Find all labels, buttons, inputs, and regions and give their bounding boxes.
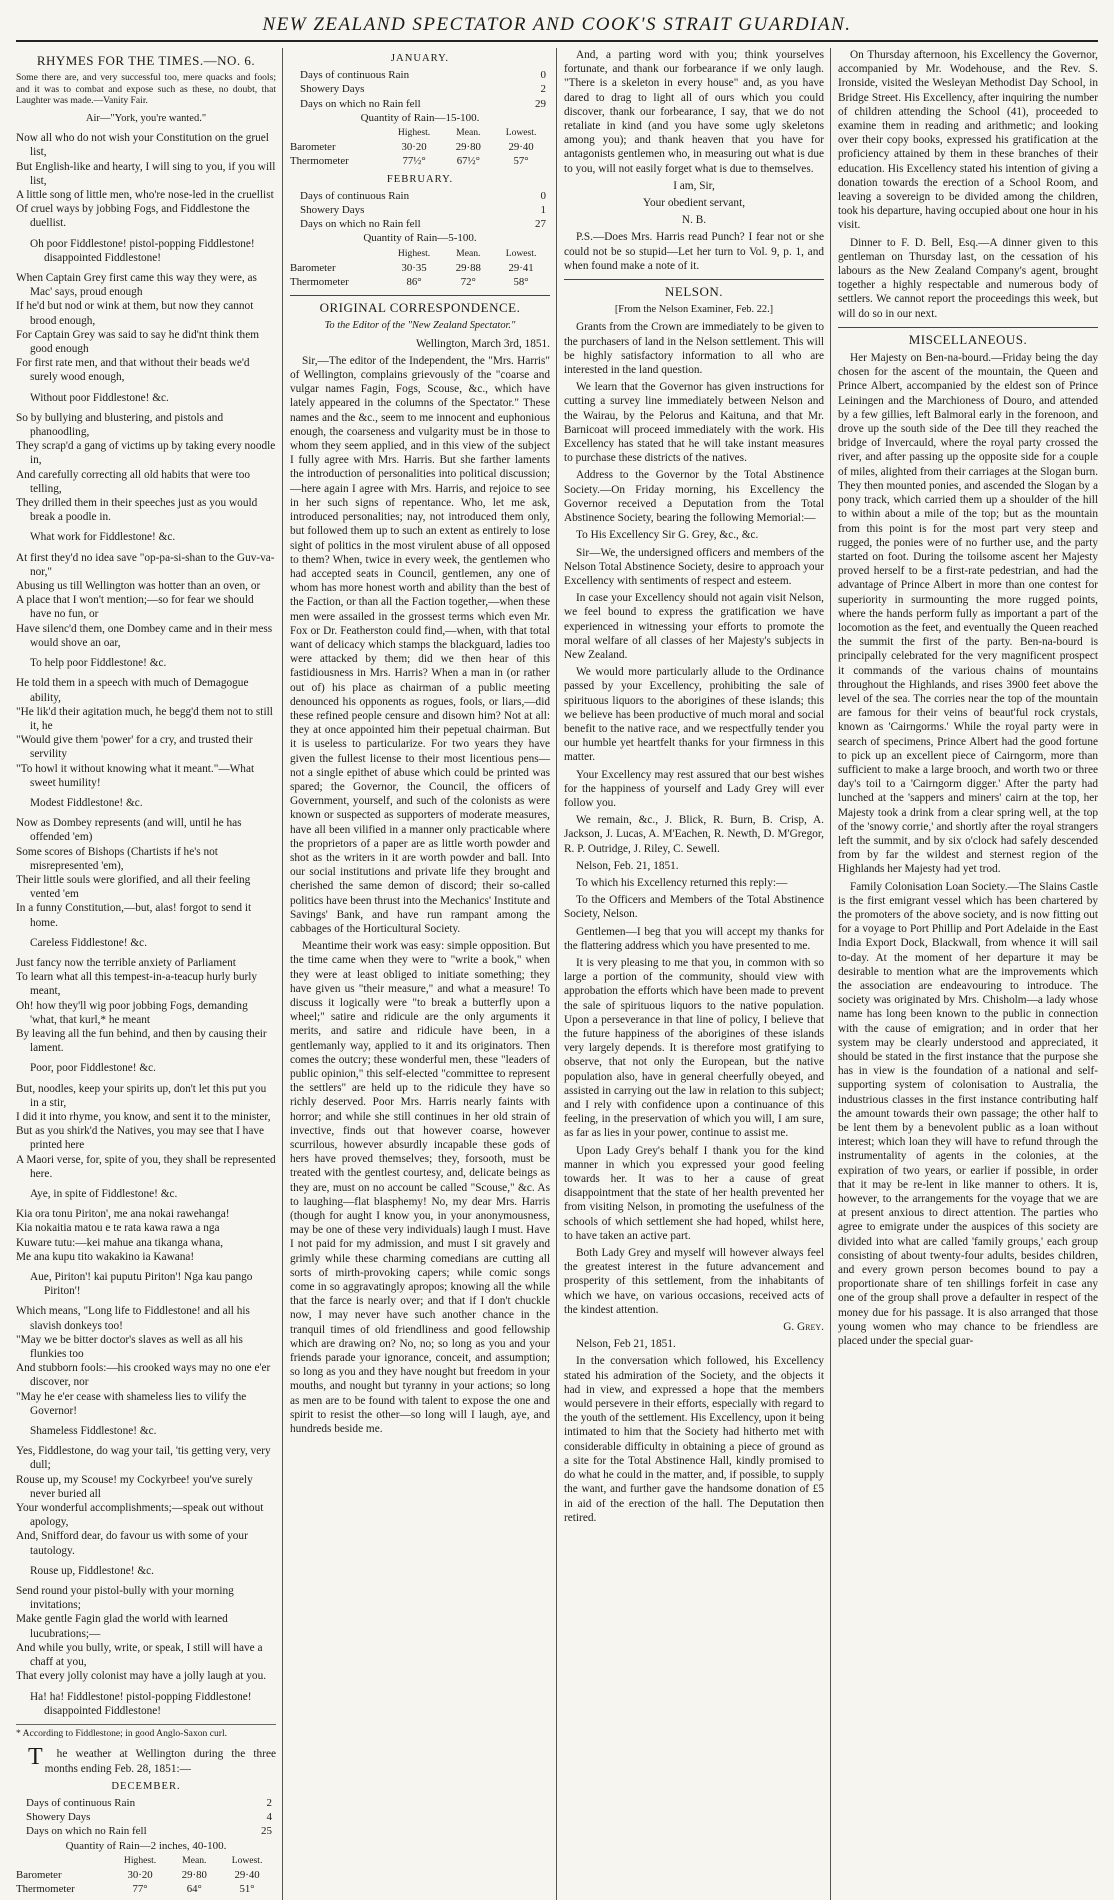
rhymes-line: Aye, in spite of Fiddlestone! &c.: [30, 1188, 178, 1200]
rhymes-line: Some scores of Bishops (Chartists if he's not misrepresented 'em),: [16, 845, 218, 872]
rhymes-line: Yes, Fiddlestone, do wag your tail, 'tis getting very, very dull;: [16, 1445, 271, 1472]
rhymes-line: They scrap'd a gang of victims up by taking every noodle in,: [16, 440, 276, 467]
weather-cell: 29·80: [455, 141, 481, 154]
weather-cell: 64°: [186, 1883, 202, 1896]
weather-month-name: DECEMBER.: [111, 1780, 181, 1792]
nelson-paragraph: In the conversation which followed, his Excellency stated his admiration of the Society, and the objects it had in view, and expressed a hope that the members would persevere in their efforts, especially with regard to the youth of the settlement. His Excellency, upon it being intimated to him that the Society had hitherto met with considerable difficulty in obtaining a piece of ground as a site for the Total Abstinence Hall, kindly promised to do what he could in the matter, and, if possible, to supply the want, and further gave the handsome donation of £5 in aid of the erection of the hall. The Deputation then retired.: [564, 1355, 824, 1524]
weather-label: Days on which no Rain fell: [26, 1825, 147, 1838]
weather-table: [290, 247, 550, 290]
weather-cell: 30·20: [127, 1869, 153, 1882]
weather-value: 2: [266, 1797, 272, 1810]
rhymes-chorus: [16, 1564, 276, 1578]
rhymes-line: Rouse up, my Scouse! my Cockyrbee! you've surely never buried all: [16, 1473, 253, 1500]
rhymes-line: To help poor Fiddlestone! &c.: [30, 657, 167, 670]
nelson-paragraph: Upon Lady Grey's behalf I thank you for the kind manner in which you expressed your good feeling towards her. It was to her a cause of great disappointment that the state of her health prevented her from visiting Nelson, in promoting the usefulness of the schools of which settlement she had hoped, whilst here, to have taken an active part.: [564, 1144, 824, 1242]
weather-row: [16, 1810, 276, 1824]
rhymes-line: Poor, poor Fiddlestone! &c.: [30, 1062, 156, 1075]
weather-head: Lowest.: [505, 127, 537, 139]
weather-value: 0: [540, 69, 546, 82]
weather-cell: 29·40: [508, 141, 534, 154]
weather-row: [16, 1824, 276, 1838]
weather-label: Days of continuous Rain: [300, 69, 410, 82]
weather-label: Thermometer: [290, 276, 349, 289]
columns: [16, 48, 1098, 1896]
rhymes-line: Me ana kupu tito wakakino ia Kawana!: [16, 1250, 195, 1263]
rhymes-stanza: [16, 956, 276, 1055]
rhymes-chorus: [16, 936, 276, 950]
rhymes-line: When Captain Grey first came this way they were, as Mac' says, proud enough: [16, 272, 257, 299]
weather-head: Highest.: [397, 127, 431, 139]
rhymes-line: If he'd but nod or wink at them, but now they cannot brood enough,: [16, 300, 254, 327]
correspondence-closing: I am, Sir,: [673, 179, 715, 192]
rhymes-stanza: [16, 676, 276, 790]
rhymes-line: Rouse up, Fiddlestone! &c.: [30, 1564, 154, 1577]
rhymes-line: And, Snifford dear, do favour us with some of your tautology.: [16, 1530, 248, 1557]
rhymes-line: A Maori verse, for, spite of you, they shall be represented here.: [16, 1153, 276, 1180]
nelson-paragraph: To the Officers and Members of the Total Abstinence Society, Nelson.: [564, 894, 824, 921]
nelson-paragraph: Gentlemen—I beg that you will accept my thanks for the flattering address which you have presented to me.: [564, 925, 824, 952]
column-3: [564, 48, 824, 1900]
weather-label: Showery Days: [300, 204, 365, 217]
weather-value: 0: [540, 189, 546, 202]
correspondence-postscript: P.S.—Does Mrs. Harris read Punch? I fear not or she could not be so stupid—Let her turn to Vol. 9, p. 1, and when found make a note of it.: [564, 231, 824, 272]
nelson-paragraph: To which his Excellency returned this reply:—: [576, 876, 788, 889]
rhymes-chorus: [16, 1187, 276, 1201]
weather-month-february: [290, 173, 550, 290]
nelson-paragraph: We learn that the Governor has given instructions for cutting a survey line immediately between Nelson and the Wairau, by the Pelorus and Kaituna, and that Mr. Barnicoat will proceed immediately with the work. His Excellency has stated that he will take instant measures to purchase these districts of the natives.: [564, 381, 824, 465]
weather-value: 27: [535, 218, 546, 231]
weather-row: [290, 68, 550, 82]
nelson-paragraph: On Thursday afternoon, his Excellency the Governor, accompanied by Mr. Wodehouse, and the Rev. S. Ironside, visited the Wesleyan Methodist Day School, in Bridge Street. His Excellency, after inquiring the number of children attending the School (41), proceeded to examine them in reading and arithmetic; and looking over their copy books, expressed his gratification at the proficiency attained by them in these branches of their education. His Excellency stated his intention of giving a donation towards the erection of a School Room, and leaving a sovereign to be divided among the children, took his departure, having occupied about one hour in his visit.: [838, 49, 1098, 232]
rhymes-line: Which means, "Long life to Fiddlestone! and all his slavish donkeys too!: [16, 1305, 250, 1332]
weather-cell: 29·40: [234, 1869, 260, 1882]
weather-label: Showery Days: [300, 83, 365, 96]
weather-month-name: FEBRUARY.: [386, 173, 454, 185]
rhymes-line: Shameless Fiddlestone! &c.: [30, 1425, 157, 1438]
weather-label: Days on which no Rain fell: [300, 218, 421, 231]
weather-head: Mean.: [456, 127, 481, 139]
rhymes-air: Air—"York, you're wanted.": [85, 112, 207, 124]
rhymes-line: But English-like and hearty, I will sing to you, if you will list,: [16, 160, 276, 187]
rhymes-line: Modest Fiddlestone! &c.: [30, 796, 143, 809]
rhymes-stanza: [16, 1082, 276, 1181]
rhymes-line: Oh! how they'll wig poor jobbing Fogs, demanding 'what, that kurl,* he meant: [16, 999, 248, 1026]
weather-value: 4: [266, 1811, 272, 1824]
rhymes-line: "May we be bitter doctor's slaves as well as all his flunkies too: [16, 1333, 243, 1361]
nelson-paragraph: Both Lady Grey and myself will however always feel the greatest interest in the future advancement and prosperity of this settlement, from the inhabitants of which we have, on various occasions, received acts of the kindest attention.: [564, 1247, 824, 1316]
weather-cell: 77½°: [402, 155, 426, 168]
masthead-title: NEW ZEALAND SPECTATOR AND COOK'S STRAIT GUARDIAN.: [262, 14, 852, 35]
rhymes-line: At first they'd no idea save "op-pa-si-shan to the Guv-va-nor,": [16, 551, 275, 578]
weather-cell: 30·35: [401, 261, 427, 274]
rhymes-line: They drilled them in their speeches just as you would break a poodle in.: [16, 497, 258, 524]
weather-cell: 77°: [132, 1883, 148, 1896]
rhymes-chorus: [16, 530, 276, 544]
rhymes-line: Oh poor Fiddlestone! pistol-popping Fiddlestone! disappointed Fiddlestone!: [30, 237, 255, 264]
weather-head: Highest.: [397, 247, 431, 259]
weather-label: Thermometer: [16, 1883, 75, 1896]
weather-label: Days of continuous Rain: [300, 189, 410, 202]
rhymes-line: That every jolly colonist may have a jolly laugh at you.: [16, 1670, 267, 1683]
rhymes-line: To learn what all this tempest-in-a-teacup hurly burly meant,: [16, 971, 258, 998]
weather-row: [290, 217, 550, 231]
rhymes-stanza: [16, 1584, 276, 1683]
rhymes-line: And carefully correcting all old habits that were too telling,: [16, 468, 251, 495]
nelson-paragraph: Your Excellency may rest assured that our best wishes for the happiness of yourself and Lady Grey will ever follow you.: [564, 768, 824, 809]
rhymes-chorus: [16, 1061, 276, 1075]
weather-cell: 57°: [513, 155, 529, 168]
misc-paragraph: Her Majesty on Ben-na-bourd.—Friday being the day chosen for the ascent of the mountain, the Queen and Prince Albert, accompanied by the eldest son of Prince Leiningen and the Marchioness of Douro, and attended by a few gillies, left Balmoral early in the forenoon, and drove up the south side of the Dee till they reached the bridge of Invercauld, where the royal party crossed the river, and after passing up the opposite side for a couple of miles, alighted from their carriages at the Slogan burn. They then mounted ponies, and ascended the Slogan by a pony track, which carried them up a shoulder of the hill to within about a mile of the top; but as the mountain from this point is for the most part very steep and rugged, the ponies were of no further use, and the party started on foot. During the toilsome ascent her Majesty proved herself to be a first-rate pedestrian, and had the advantage of Prince Albert in more than one contest for superiority in surmounting the more rugged points, where the hands perform fully as important a part of the locomotion as the feet, and eventually the Queen reached the summit the first of the party. Ben-na-bourd is principally celebrated for the very magnificent prospect it commands of the various chains of mountains throughout the Highlands, and rises 3900 feet above the level of the sea. The corries near the top of the mountain are famous for their veins of beaut'ful rock crystals, known as 'Cairngorms.' While the royal party were in search of specimens, Prince Albert had the good fortune to pick up an excellent piece of Cairngorm, more than sufficient to make a large brooch, and worth two or three day's toil to a 'Cairngorm digger.' After the party had lunched at the 'sappers and miners' cairn at the top, her Majesty took a drink from a clear spring well, at the top of the 'snowy corrie,' and shortly after the royal strangers left the summit, and by six o'clock had safely descended from by far the wildest and sternest region of the Highlands her Majesty had yet trod.: [838, 352, 1098, 876]
rhymes-line: "May he e'er cease with shameless lies to vilify the Governor!: [16, 1390, 247, 1417]
nelson-paragraph: It is very pleasing to me that you, in common with so large a portion of the community, should view with approbation the efforts which have been made to prevent the sale of spirituous liquors to the native population. Upon a perseverance in that line of policy, I believe that the future happiness of the aborigines of these islands very largely depends. It is therefore most gratifying to observe, that not only the European, but the native population also, have in general cheerfully obeyed, and assisted in carrying out the law in relation to this subject; and I rely with confidence upon a continuance of this feeling, in the preservation of which you will, I am sure, as far as lies in your power, continue to assist me.: [564, 956, 824, 1140]
weather-month-name: JANUARY.: [390, 53, 450, 64]
weather-row: [16, 1796, 276, 1810]
nelson-paragraph: Dinner to F. D. Bell, Esq.—A dinner given to this gentleman on Thursday last, on the cessation of his labours as the New Zealand Company's agent, brought together a highly respectable and numerous body of settlers. We cannot report the proceedings this week, but will do so in our next.: [838, 236, 1098, 320]
weather-quantity: Quantity of Rain—15-100.: [360, 111, 480, 124]
rhymes-line: Kia nokaitia matou e te rata kawa rawa a nga: [16, 1222, 220, 1235]
rhymes-line: And stubborn fools:—his crooked ways may no one e'er discover, nor: [16, 1362, 271, 1389]
misc-title: MISCELLANEOUS.: [838, 327, 1098, 347]
rhymes-line: Their little souls were glorified, and all their feeling vented 'em: [16, 873, 251, 901]
rhymes-line: A place that I won't mention;—so for fear we should have no fun, or: [16, 594, 254, 621]
rhymes-line: Kuware tutu:—kei mahue ana tikanga whana,: [16, 1236, 224, 1249]
weather-label: Barometer: [290, 141, 336, 154]
rhymes-line: Just fancy now the terrible anxiety of Parliament: [16, 956, 236, 969]
rhymes-line: By leaving all the fun behind, and then by causing their lament.: [16, 1027, 267, 1055]
nelson-paragraph: Sir—We, the undersigned officers and members of the Nelson Total Abstinence Society, desire to approach your Excellency with sentiments of respect and esteem.: [564, 546, 824, 587]
rhymes-chorus: [16, 1270, 276, 1298]
weather-month-december: [16, 1780, 276, 1897]
rhymes-line: But as you shirk'd the Natives, you may see that I have printed here: [16, 1125, 265, 1152]
nelson-body: [564, 320, 824, 1317]
rhymes-line: Aue, Piriton'! kai puputu Piriton'! Nga kau pango Piriton'!: [30, 1271, 253, 1298]
weather-quantity: Quantity of Rain—5-100.: [363, 232, 477, 245]
correspondence-title: ORIGINAL CORRESPONDENCE.: [290, 295, 550, 315]
rhymes-line: Now all who do not wish your Constitution on the gruel list,: [16, 132, 269, 159]
rhymes-line: He told them in a speech with much of Demagogue ability,: [16, 677, 249, 704]
rhymes-footnote: * According to Fiddlestone; in good Anglo-Saxon curl.: [16, 1724, 276, 1740]
weather-cell: 72°: [460, 276, 476, 289]
weather-intro: The weather at Wellington during the three months ending Feb. 28, 1851:—: [28, 1744, 276, 1775]
weather-label: Showery Days: [26, 1811, 91, 1824]
rhymes-line: For Captain Grey was said to say he did'nt think them good enough: [16, 328, 259, 356]
weather-month-january: [290, 52, 550, 169]
misc-paragraph: Family Colonisation Loan Society.—The Slains Castle is the first emigrant vessel which has been chartered by the promoters of the above society, and is now fitting out for a voyage to Port Phillip and Port Adelaide in the East India Export Dock, Blackwall, from whence it will sail to-day. At the moment of her departure it may be desirable to mention what are the improvements which the association are endeavouring to introduce. The society was originated by Mrs. Chisholm—a lady whose name has long been known to the public in connection with the cause of emigration; and in order that her system may be clearly understood and appreciated, it should be stated in the first instance that the purpose she has in view is the foundation of a national and self-supporting system of colonisation to Australia, the industrious classes in the first instance contributing half the amount towards their own passage; the other half to be lent them by a benevolent public as a loan without interest; which loan they will have to refund through the instrumentality of agents in the colonies, at the expiration of two years, or earlier if possible, in order that it may be re-lent in like manner to others. It is, however, to the arrangements for the voyage that we are at present anxious to direct attention. The parties who agree to emigrate under the auspices of this society are divided into what are called 'family groups,' each group consisting of about twenty-four adults, besides children, and every grown person becomes bound to pay a proportionate share of ten shillings forfeit in case any one of the group shall prove a defaulter in respect of the money due for his passage. It is also arranged that those young women who may chance to be friendless are placed under the special guar-: [838, 880, 1098, 1348]
nelson-paragraph: We would more particularly allude to the Ordinance passed by your Excellency, prohibiting the sale of spirituous liquors to the aborigines of these islands; this we believe has been productive of much moral and social benefit to the native race, and we respectfully tender you our humble yet heartfelt thanks for your firmness in this matter.: [564, 666, 824, 764]
weather-cell: 30·20: [401, 141, 427, 154]
rhymes-line: Without poor Fiddlestone! &c.: [30, 391, 169, 404]
weather-value: 25: [261, 1825, 272, 1838]
rhymes-line: Send round your pistol-bully with your morning invitations;: [16, 1585, 234, 1612]
weather-head: Mean.: [456, 247, 481, 259]
correspondence-paragraph: Meantime their work was easy: simple opposition. But the time came when they were to "write a book," when they were at least obliged to initiate something; they have given us "their measure," and what a measure! To discuss it logically were "to break a butterfly upon a wheel;" satire and ridicule are the only arguments it merits, and satire and ridicule have been, in a gentlemanly way, applied to it and its originators. Then comes the outcry; these wonderful men, these "leaders of public opinion," this self-elected "committee to represent the settlers" are held up to the ridicule they have so richly deserved. Poor Mrs. Harris nearly faints with horror; and while she still continues in her old strain of invective, finds out that however coarse, however scurrilous, however absurdly incapable these gods of hers have proved themselves; they, forsooth, must be treated with the gentlest courtesy, and, delicate beings as they are, must on no account be called "Scouse," &c. As to laughing—flat blasphemy! No, my dear Mrs. Harris (though for aught I know you, in your anonymousness, may be one of these very individuals) laugh I must. Have I not paid for my admission, and must I sit gravely and grimly while these charming comedians are cutting all sorts of mirth-provoking capers; while comic songs come in so aggravatingly apropos; knowing all the while that the farce is nearly over; and that if I don't chuckle now, I may never have such another chance in the tranquil times of old friendliness and good fellowship which are drawing on? No, no; so long as you and your friends parade your ignorance, conceit, and assumption; so long as you and they have nought but freedom in your mouths, and nought but tyranny in your actions; so long as men are to be found with talent to expose the one and spirit to resist the other—so long will I laugh, aye, and hundreds beside me.: [290, 940, 550, 1436]
weather-head: Lowest.: [231, 1854, 263, 1866]
rhymes-line: Careless Fiddlestone! &c.: [30, 936, 148, 949]
weather-quantity: Quantity of Rain—2 inches, 40-100.: [65, 1839, 227, 1852]
weather-row: [290, 97, 550, 111]
correspondence-closing: Your obedient servant,: [642, 197, 746, 210]
rhymes-line: What work for Fiddlestone! &c.: [30, 531, 176, 544]
weather-cell: 29·80: [181, 1869, 207, 1882]
rhymes-line: And while you bully, write, or speak, I still will have a chaff at you,: [16, 1641, 263, 1669]
rhymes-title: RHYMES FOR THE TIMES.—NO. 6.: [36, 53, 256, 68]
nelson-paragraph: We remain, &c., J. Blick, R. Burn, B. Crisp, A. Jackson, J. Lucas, A. M'Eachen, R. Newth, D. M'Gregor, R. P. Outridge, J. Riley, C. Sewell.: [564, 814, 824, 855]
weather-cell: 29·88: [455, 261, 481, 274]
nelson-title: NELSON.: [564, 279, 824, 299]
rhymes-stanza: [16, 551, 276, 650]
rhymes-line: Make gentle Fagin glad the world with learned lucubrations;—: [16, 1613, 228, 1640]
weather-label: Days on which no Rain fell: [300, 97, 421, 110]
weather-cell: 58°: [513, 276, 529, 289]
nelson-paragraph: To His Excellency Sir G. Grey, &c., &c.: [576, 529, 759, 542]
weather-value: 29: [535, 97, 546, 110]
weather-head: Mean.: [182, 1854, 207, 1866]
rhymes-chorus: [16, 796, 276, 810]
weather-cell: 86°: [406, 276, 422, 289]
rhymes-line: "To howl it without knowing what it meant."—What sweet humility!: [16, 762, 255, 789]
rhymes-line: Ha! ha! Fiddlestone! pistol-popping Fiddlestone! disappointed Fiddlestone!: [30, 1690, 252, 1717]
weather-row: [290, 82, 550, 96]
rhymes-line: "Would give them 'power' for a cry, and trusted their servility: [16, 734, 253, 761]
rhymes-line: So by bullying and blustering, and pistols and phanoodling,: [16, 411, 224, 439]
rhymes-stanza: [16, 1304, 276, 1418]
rhymes-chorus: [16, 237, 276, 265]
masthead: [16, 14, 1098, 42]
correspondence-paragraph: And, a parting word with you; think yourselves fortunate, and thank our forbearance if we only laugh. "There is a skeleton in every house" and, as you have dared to drag to light all of ours which you could discover, thank our forbearance, I say, that we do not retaliate in kind (and you have some ugly skeletons among you); and thank heaven that you have for antagonists gentlemen who, in measuring out what is due to you, will not easily forget what is due to themselves.: [564, 49, 824, 175]
rhymes-stanzas: [16, 131, 276, 1718]
rhymes-chorus: [16, 1690, 276, 1718]
rhymes-chorus: [16, 1424, 276, 1438]
correspondence-paragraph: Sir,—The editor of the Independent, the "Mrs. Harris" of Wellington, complains grievously of the "coarse and vulgar names Fagin, Fogs, Scouse, &c., which have lately appeared in the columns of the Spectator." These names and the &c., seem to me innocent and euphonious enough, the coarseness and vulgarity must be in those to whom they seem applied, and in this view of the subject I fully agree with Mrs. Harris. But she farther laments the introduction of personalities into political discussion;—here again I agree with Mrs. Harris, and rejoice to see in her such signs of repentance. Who, let me ask, introduced personalities; nay, not introduced them only, but followed them up to such an extent as entirely to lose sight of politics in the most virulent abuse of all opposed to them? When, twice in every week, the gentlemen who had accepted seats in Council, gentlemen, any one of whom has more honest worth and ability than the best of the Faction, or than all the Faction together,—when these men were assailed in the grossest terms which even Mr. Fox or Dr. Featherston could find,—when, with that total want of delicacy which stamps the blackguard, ladies too were attacked by them; did we then hear of this fastidiousness in Mrs. Harris? When a man in (or rather out of) his place as chairman of a public meeting denounced his opponents as rogues, fools, or liars,—did these refined people censure and disown him? Not at all: they at once appointed him their pepetual chairman. But it is useless to particularize. For two years they have given the fullest license to their most licentious pens—not a single epithet of abuse which could be printed was spared; the Governor, the Council, the officers of Government, yourself, and such of the colonists as were known or suspected as supporters of moderate measures, have all been vilified in a manner only practicable where the proprietors of a paper are as little worth powder and shot as the writers in it are worth powder and ball. Into our social institutions and private life they brought and cherished the same demon of discord; their so-called politics have been thrust into the Mechanics' Institute and Savings' Bank, and have run rampant among the cabbages of the Horticultural Society.: [290, 354, 550, 935]
weather-label: Barometer: [290, 261, 336, 274]
weather-row: [290, 203, 550, 217]
rhymes-chorus: [16, 656, 276, 670]
nelson-dateline: Nelson, Feb 21, 1851.: [576, 1338, 676, 1351]
rhymes-stanza: [16, 816, 276, 930]
column-1: [16, 48, 276, 1900]
rhymes-stanza: [16, 131, 276, 230]
weather-value: 1: [540, 204, 546, 217]
rhymes-stanza: [16, 1207, 276, 1264]
column-2: [290, 48, 550, 1900]
column-4: [838, 48, 1098, 1900]
rhymes-stanza: [16, 271, 276, 385]
rhymes-line: Kia ora tonu Piriton', me ana nokai rawehanga!: [16, 1208, 230, 1221]
rhymes-chorus: [16, 391, 276, 405]
weather-label: Barometer: [16, 1869, 62, 1882]
weather-cell: 67½°: [456, 155, 480, 168]
nelson-paragraph: Address to the Governor by the Total Abstinence Society.—On Friday morning, his Excellency the Governor received a Deputation from the Total Abstinence Society, bearing the following Memorial:—: [564, 469, 824, 525]
nelson-signature: G. Grey.: [783, 1321, 824, 1334]
weather-table: [290, 126, 550, 169]
rhymes-line: Of cruel ways by jobbing Fogs, and Fiddlestone the duellist.: [16, 203, 250, 230]
weather-cell: 29·41: [508, 261, 534, 274]
weather-value: 2: [540, 83, 546, 96]
weather-label: Days of continuous Rain: [26, 1797, 136, 1810]
rhymes-line: A little song of little men, who're nose-led in the cruellist: [16, 189, 274, 201]
rhymes-line: Have silenc'd them, one Dombey came and in their mess would shove an oar,: [16, 622, 273, 649]
rhymes-line: "He lik'd their agitation much, he begg'd them not to still it, he: [16, 705, 273, 732]
correspondence-to: To the Editor of the "New Zealand Spectator.": [324, 320, 516, 332]
nelson-paragraph: Nelson, Feb. 21, 1851.: [576, 859, 679, 872]
nelson-source: [From the Nelson Examiner, Feb. 22.]: [614, 304, 774, 316]
rhymes-stanza: [16, 1444, 276, 1558]
correspondence-signature: N. B.: [681, 214, 707, 227]
correspondence-dateline: Wellington, March 3rd, 1851.: [415, 337, 550, 350]
weather-cell: 51°: [239, 1883, 255, 1896]
weather-label: Thermometer: [290, 155, 349, 168]
rhymes-line: Abusing us till Wellington was hotter than an oven, or: [16, 580, 261, 593]
nelson-paragraph: Grants from the Crown are immediately to be given to the purchasers of land in the Nelson settlement. This will be highly satisfactory information to all who are interested in the land question.: [564, 321, 824, 377]
weather-head: Lowest.: [505, 247, 537, 259]
weather-row: [290, 189, 550, 203]
rhymes-line: In a funny Constitution,—but, alas! forgot to send it home.: [16, 902, 252, 929]
rhymes-line: But, noodles, keep your spirits up, don't let this put you in a stir,: [16, 1082, 267, 1109]
rhymes-line: Now as Dombey represents (and will, until he has offended 'em): [16, 817, 242, 844]
weather-head: Highest.: [123, 1854, 157, 1866]
rhymes-stanza: [16, 411, 276, 525]
rhymes-line: For first rate men, and that without their beads we'd surely wood enough,: [16, 357, 250, 384]
nelson-paragraph: In case your Excellency should not again visit Nelson, we feel bound to express the gratification we have experienced in witnessing your efforts to promote the moral welfare of all classes of her Majesty's subjects in New Zealand.: [564, 592, 824, 661]
rhymes-line: I did it into rhyme, you know, and sent it to the minister,: [16, 1110, 271, 1123]
rhymes-line: Your wonderful accomplishments;—speak out without apology,: [16, 1502, 264, 1529]
weather-table: [16, 1854, 276, 1897]
rhymes-epigraph: Some there are, and very successful too, mere quacks and fools; and it was to combat and expose such as these, no doubt, that Laughter was made.—Vanity Fair.: [16, 72, 276, 107]
